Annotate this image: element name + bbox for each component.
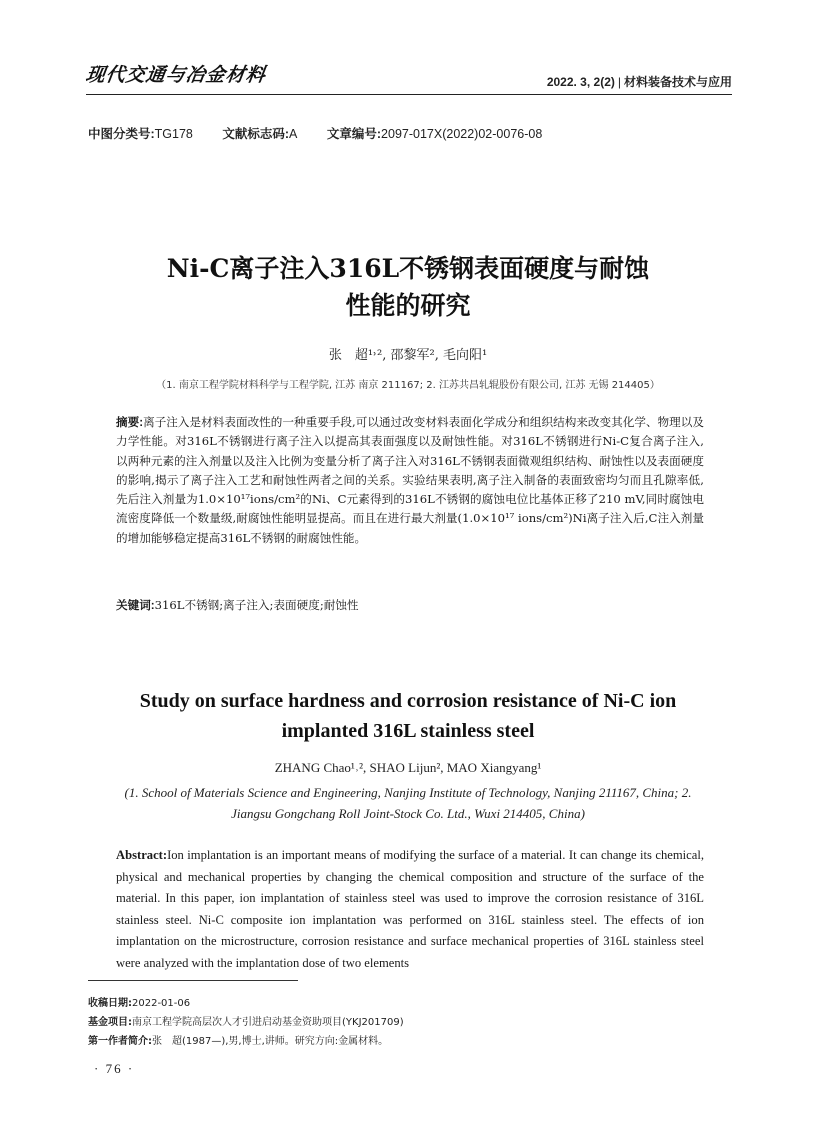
chinese-abstract-text: 离子注入是材料表面改性的一种重要手段,可以通过改变材料表面化学成分和组织结构来改变其化学、物理以及力学性能。对316L不锈钢进行离子注入以提高其表面强度以及耐蚀性能。对316L不锈钢进行Ni-C复合离子注入,以两种元素的注入剂量以及注入比例为变量分析了离子注入对316L不锈钢表面微观组织结构、耐蚀性以及表面硬度的影响,揭示了离子注入工艺和耐蚀性两者之间的关系。实验结果表明,离子注入制备的表面致密均匀而且孔隙率低,先后注入剂量为1.0×10¹⁷ions/cm²的Ni、C元素得到的316L不锈钢的腐蚀电位比基体正移了210 mV,同时腐蚀电流密度降低一个数量级,耐腐蚀性能明显提高。而且在进行最大剂量(1.0×10¹⁷ ions/cm²)Ni离子注入后,C注入剂量的增加能够稳定提高316L不锈钢的耐腐蚀性能。	[116, 415, 704, 545]
author-bio-label: 第一作者简介:	[88, 1036, 152, 1047]
clc-value: TG178	[154, 127, 193, 141]
chinese-keywords-label: 关键词:	[116, 599, 155, 612]
chinese-title	[88, 250, 728, 324]
received-date: 2022-01-06	[132, 998, 191, 1009]
english-title-line2: implanted 316L stainless steel	[281, 720, 535, 742]
footnote-fund	[88, 1013, 728, 1028]
chinese-title-line2: 性能的研究	[345, 291, 471, 320]
chinese-authors: 张 超¹˒², 邵黎军², 毛向阳¹	[328, 348, 488, 363]
doc-code-label: 文献标志码:	[222, 127, 290, 141]
clc-number	[88, 127, 193, 141]
journal-logo: 现代交通与冶金材料	[84, 64, 268, 86]
english-authors: ZHANG Chao¹˒², SHAO Lijun², MAO Xiangyang¹	[274, 760, 542, 775]
chinese-title-line1: Ni-C离子注入316L不锈钢表面硬度与耐蚀	[166, 254, 650, 283]
chinese-affiliation: （1. 南京工程学院材料科学与工程学院, 江苏 南京 211167; 2. 江苏共昌轧辊股份有限公司, 江苏 无锡 214405）	[156, 380, 660, 391]
document-code	[222, 127, 297, 141]
header-separator: |	[617, 75, 621, 89]
issue-number: 2022. 3, 2(2)	[546, 75, 615, 89]
english-abstract-text: Ion implantation is an important means of modifying the surface of a material. It can change its chemical, physical and mechanical properties by changing the chemical composition and structure of the surface of the material. In this paper, ion implantation of stainless steel was used to improve the corrosion resistance of 316L stainless steel. Ni-C composite ion implantation was performed on 316L stainless steel. The effects of ion implantation on the microstructure, corrosion resistance and surface mechanical properties of 316L stainless steel were analyzed with the implantation dose of two elements	[116, 848, 704, 970]
article-number	[327, 127, 542, 141]
issue-info	[547, 73, 732, 90]
clc-label: 中图分类号:	[88, 127, 155, 141]
fund-label: 基金项目:	[88, 1017, 132, 1028]
fund-value: 南京工程学院高层次人才引进启动基金资助项目(YKJ201709)	[132, 1017, 404, 1028]
footnote-author	[88, 1032, 728, 1047]
english-abstract-label: Abstract:	[116, 848, 168, 862]
footnote-received	[88, 994, 728, 1009]
chinese-keywords	[116, 597, 704, 613]
column-name: 材料装备技术与应用	[623, 75, 732, 89]
running-header	[86, 58, 732, 95]
english-title-line1: Study on surface hardness and corrosion resistance of Ni-C ion	[139, 690, 677, 712]
english-abstract	[116, 845, 704, 974]
doc-code-value: A	[289, 127, 298, 141]
article-no-label: 文章编号:	[326, 127, 382, 141]
chinese-keywords-text: 316L不锈钢;离子注入;表面硬度;耐蚀性	[154, 598, 359, 612]
footnote-rule	[88, 980, 298, 981]
english-title	[88, 686, 728, 746]
received-label: 收稿日期:	[88, 998, 132, 1009]
article-metadata	[88, 124, 568, 142]
chinese-abstract-label: 摘要:	[116, 416, 144, 429]
page-number: · 76 ·	[94, 1061, 135, 1076]
chinese-abstract	[116, 413, 704, 548]
author-bio-value: 张 超(1987—),男,博士,讲师。研究方向:金属材料。	[152, 1036, 389, 1047]
article-no-value: 2097-017X(2022)02-0076-08	[381, 127, 543, 141]
english-affiliation: (1. School of Materials Science and Engineering, Nanjing Institute of Technology, Nanjing 211167, China; 2. Jiangsu Gongchang Roll Joint-Stock Co. Ltd., Wuxi 214405, China)	[124, 785, 692, 821]
